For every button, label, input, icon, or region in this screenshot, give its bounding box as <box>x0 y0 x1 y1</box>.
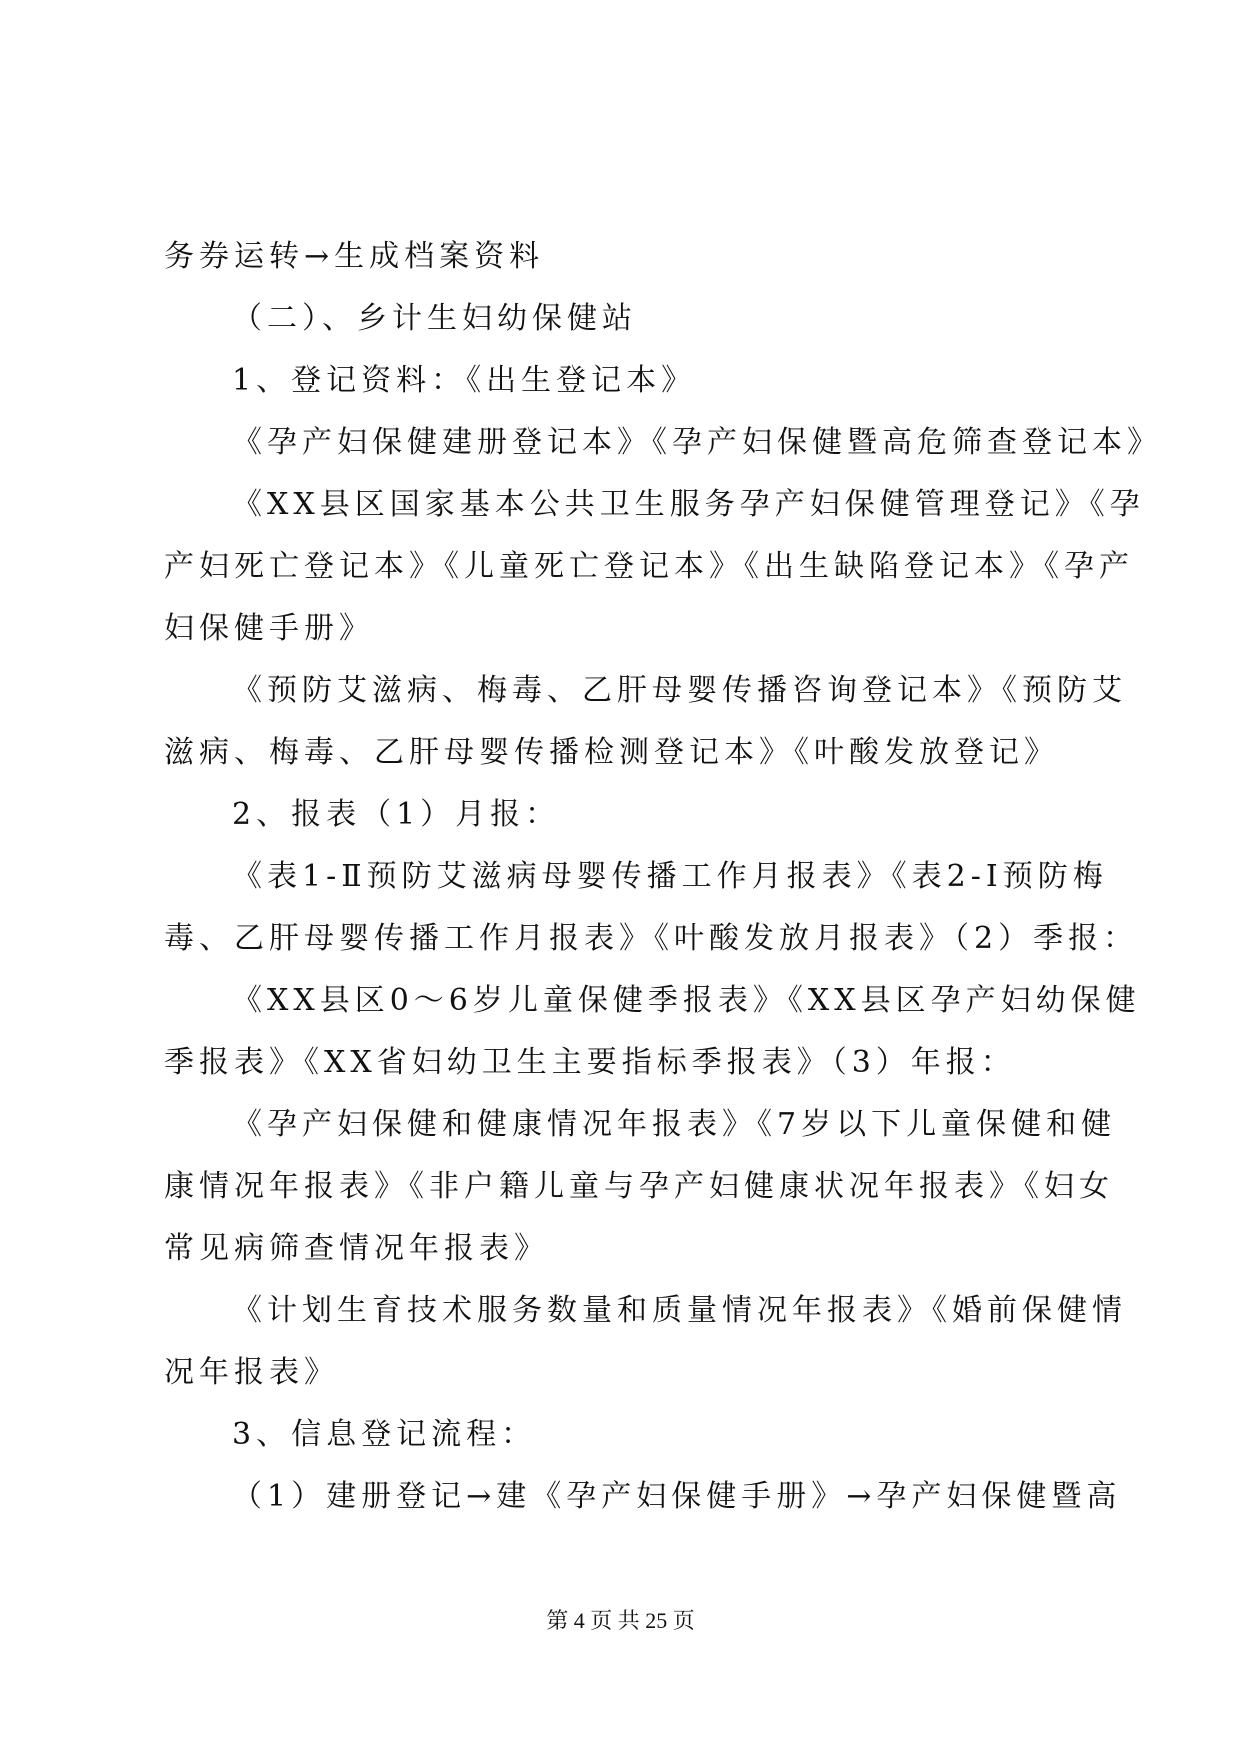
text-line: 毒、乙肝母婴传播工作月报表》《叶酸发放月报表》（2）季报： <box>164 921 1139 956</box>
text-line: 产妇死亡登记本》《儿童死亡登记本》《出生缺陷登记本》《孕产 <box>164 549 1134 584</box>
page-number-footer: 第 4 页 共 25 页 <box>546 1608 695 1633</box>
text-line: 《预防艾滋病、梅毒、乙肝母婴传播咨询登记本》《预防艾 <box>232 673 1127 708</box>
text-line: （1）建册登记→建《孕产妇保健手册》→孕产妇保健暨高 <box>232 1479 1122 1514</box>
text-line: 滋病、梅毒、乙肝母婴传播检测登记本》《叶酸发放登记》 <box>164 735 1059 770</box>
text-line: 《XX县区国家基本公共卫生服务孕产妇保健管理登记》《孕 <box>232 487 1145 522</box>
text-line: 季报表》《XX省妇幼卫生主要指标季报表》（3）年报： <box>164 1045 1016 1080</box>
text-line: 《XX县区0～6岁儿童保健季报表》《XX县区孕产妇幼保健 <box>232 983 1141 1018</box>
text-line: 康情况年报表》《非户籍儿童与孕产妇健康状况年报表》《妇女 <box>164 1169 1114 1204</box>
text-line: 《孕产妇保健和健康情况年报表》《7岁以下儿童保健和健 <box>232 1107 1117 1142</box>
text-line: 《计划生育技术服务数量和质量情况年报表》《婚前保健情 <box>232 1293 1127 1328</box>
text-line: 《表1-Ⅱ预防艾滋病母婴传播工作月报表》《表2-Ⅰ预防梅 <box>232 859 1108 894</box>
document-body <box>164 226 1162 1528</box>
text-line: 1、登记资料：《出生登记本》 <box>232 363 697 398</box>
text-line: 妇保健手册》 <box>164 611 374 646</box>
text-line: 3、信息登记流程： <box>232 1417 537 1452</box>
text-line: 《孕产妇保健建册登记本》《孕产妇保健暨高危筛查登记本》 <box>232 425 1162 460</box>
text-line: 况年报表》 <box>164 1355 339 1390</box>
section-heading: （二）、乡计生妇幼保健站 <box>232 301 637 336</box>
text-line: 2、报表（1）月报： <box>232 797 561 832</box>
text-line: 常见病筛查情况年报表》 <box>164 1231 549 1266</box>
text-line: 务券运转→生成档案资料 <box>164 239 545 274</box>
